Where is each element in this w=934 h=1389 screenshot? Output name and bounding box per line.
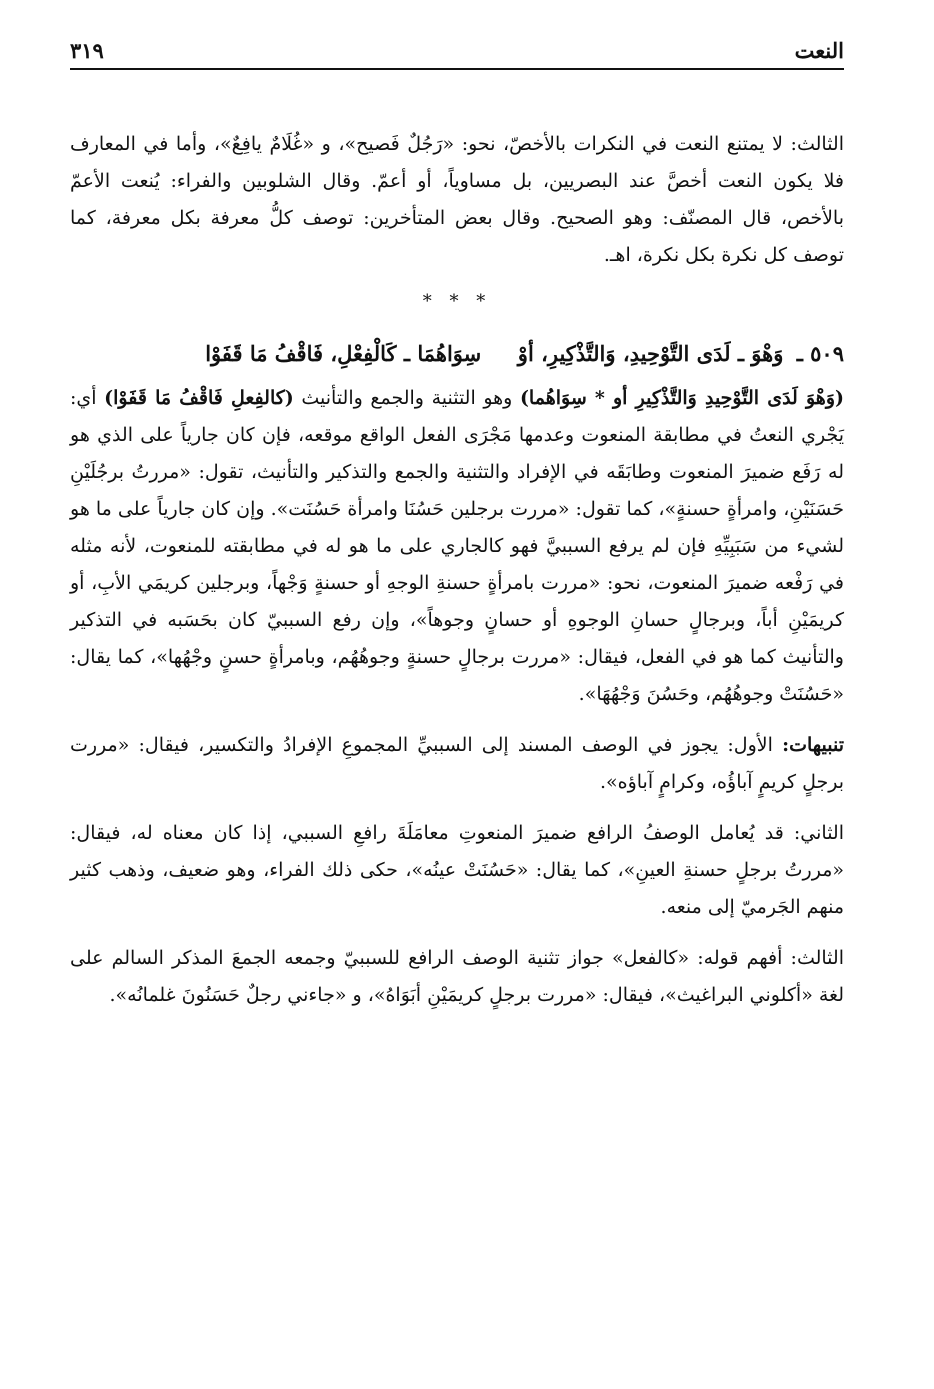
commentary-quote: (وَهْوَ لَدَى التَّوْحِيدِ وَالتَّذْكِيرِ أو * سِوَاهُما) (519, 387, 844, 409)
paragraph-third-point: الثالث: لا يمتنع النعت في النكرات بالأخصّ، نحو: «رَجُلٌ فَصيح»، و «غُلَامٌ يافِعٌ»، وأما في المعارف فلا يكون النعت أخصَّ عند البصريين، بل مساوياً، أو أعمّ. وقال الشلوبين والفراء: يُنعت الأعمّ بالأخص، قال المصنّف: وهو الصحيح. وقال بعض المتأخرين: توصف كلُّ معرفة بكل معرفة، كما توصف كل نكرة بكل نكرة، اهـ. (70, 133, 844, 266)
page-header (70, 36, 844, 70)
book-page (70, 36, 844, 1014)
verse-first-hemistich: وَهْوَ ـ لَدَى التَّوْحِيدِ، وَالتَّذْكِيرِ، أوْ (517, 341, 784, 366)
verse-509 (70, 334, 844, 374)
notes-first-text: الأول: يجوز في الوصف المسند إلى السببيِّ المجموعِ الإفرادُ والتكسير، فيقال: «مررت برجلٍ كريمٍ آباؤُه، وكرامٍ آباؤه». (70, 734, 844, 793)
verse-number: ٥٠٩ ـ (796, 341, 844, 366)
commentary-text: أي: يَجْري النعتُ في مطابقة المنعوت وعدمها مَجْرَى الفعل الواقع موقعه، فإن كان جارياً على الذي هو له رَفَع ضميرَ المنعوت وطابَقَه في الإفراد والتثنية والجمع والتذكير والتأنيث، تقول: «مررتُ برجُلَيْنِ حَسَنَيْنِ، وامرأةٍ حسنةٍ»، كما تقول: «مررت برجلين حَسُنَا وامرأة حَسُنَت». وإن كان جارياً على ما هو لشيء من سَبَبِيِّهِ فإن لم يرفع السببيَّ فهو كالجاري على ما هو له في مطابقته للمنعوت، لأنه مثله في رَفْعه ضميرَ المنعوت، نحو: «مررت بامرأةٍ حسنةِ الوجهِ أو حسنةٍ وَجْهاً، وبرجلين كريمَي الأبِ، أو كريمَيْنِ أباً، وبرجالٍ حسانِ الوجوهِ أو حسانٍ وجوهاً»، وإن رفع السببيّ كان بحَسَبه في التذكير والتأنيث كما هو في الفعل، فيقال: «مررت برجالٍ حسنةٍ وجوهُهُم، وبامرأةٍ حسنٍ وجْهُها»، كما يقال: «حَسُنَتْ وجوهُهُم، وحَسُنَ وَجْهُهَا». (70, 387, 844, 705)
verse-second-hemistich: سِوَاهُمَا ـ كَالْفِعْلِ، فَاقْفُ مَا قَفَوْا (205, 341, 482, 366)
section-separator: * * * (422, 291, 492, 312)
commentary-gloss: وهو التثنية والجمع والتأنيث (293, 387, 520, 409)
commentary-quote-2: (كالفِعلِ فَاقْفُ مَا قَفَوْا) (104, 387, 294, 409)
notes-label: تنبيهات: (782, 734, 844, 756)
verse-commentary (70, 380, 844, 713)
notes-first (70, 727, 844, 801)
page-number: ٣١٩ (70, 38, 104, 63)
chapter-title: النعت (794, 38, 844, 63)
notes-third: الثالث: أفهم قوله: «كالفعل» جواز تثنية الوصف الرافع للسببيّ وجمعه الجمعَ المذكر السالم على لغة «أكلوني البراغيث»، فيقال: «مررت برجلٍ كريمَيْنِ أبَوَاهُ»، و «جاءني رجلٌ حَسَنُونَ غلمانُه». (70, 947, 844, 1006)
notes-second: الثاني: قد يُعامل الوصفُ الرافع ضميرَ المنعوتِ معامَلَةَ رافعِ السببي، إذا كان معناه له، فيقال: «مررتُ برجلٍ حسنةِ العينِ»، كما يقال: «حَسُنَتْ عينُه»، حكى ذلك الفراء، وهو ضعيف، وذهب كثير منهم الجَرميّ إلى منعه. (70, 822, 844, 918)
